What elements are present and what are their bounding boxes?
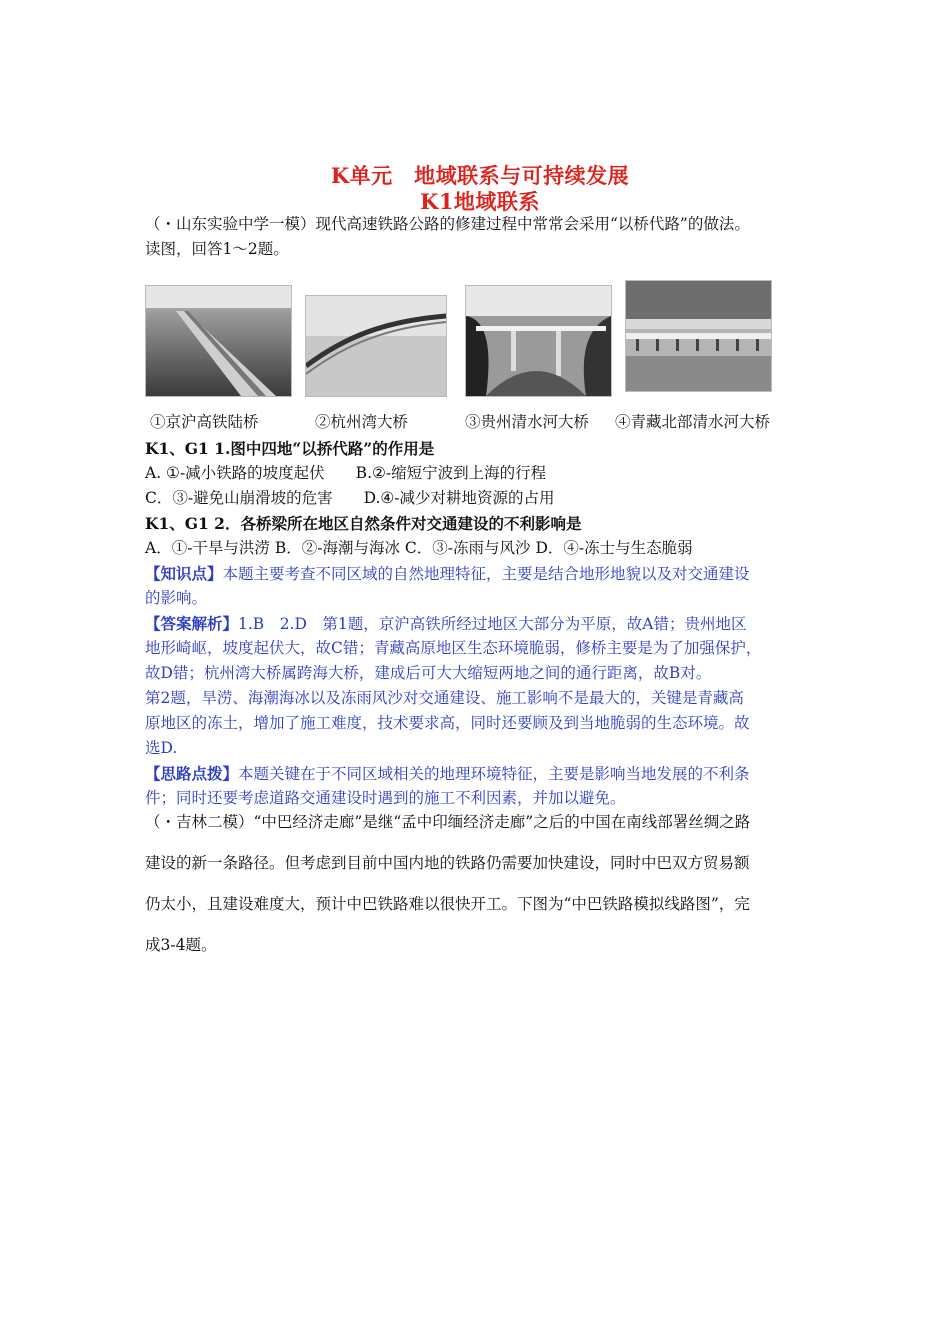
hint-tag: 【思路点拨】 xyxy=(145,764,239,783)
caption-1: ①京沪高铁陆桥 xyxy=(150,413,259,431)
section-title: K1地域联系 xyxy=(420,189,540,214)
hint-line2: 件；同时还要考虑道路交通建设时遇到的施工不利因素，并加以避免。 xyxy=(145,789,626,807)
q2-options: A．①-干旱与洪涝 B．②-海潮与海冰 C．③-冻雨与风沙 D．④-冻士与生态脆弱 xyxy=(145,539,693,557)
caption-2: ②杭州湾大桥 xyxy=(315,413,409,431)
analysis-line5: 原地区的冻土，增加了施工难度，技术要求高，同时还要顾及到当地脆弱的生态环境。故 xyxy=(145,714,750,732)
q1-options-cd: C．③-避免山崩滑坡的危害 D.④-减少对耕地资源的占用 xyxy=(145,489,555,507)
knowledge-tag: 【知识点】 xyxy=(145,564,223,583)
intro2-line2: 建设的新一条路径。但考虑到目前中国内地的铁路仍需要加快建设，同时中巴双方贸易额 xyxy=(145,854,750,872)
q2-stem: K1、G1 2．各桥梁所在地区自然条件对交通建设的不利影响是 xyxy=(145,514,582,533)
analysis-line4: 第2题，旱涝、海潮海冰以及冻雨风沙对交通建设、施工影响不是最大的，关键是青藏高 xyxy=(145,689,744,707)
unit-title: K单元 地域联系与可持续发展 xyxy=(330,163,630,188)
intro2-line4: 成3-4题。 xyxy=(145,936,217,954)
caption-3: ③贵州清水河大桥 xyxy=(465,413,590,431)
intro1-line2: 读图，回答1～2题。 xyxy=(145,240,289,258)
analysis-tag: 【答案解析】 xyxy=(145,614,239,633)
hint-line1 xyxy=(145,761,815,787)
analysis-line3: 故D错；杭州湾大桥属跨海大桥，建成后可大大缩短两地之间的通行距离，故B对。 xyxy=(145,664,712,682)
intro1-line1: （・山东实验中学一模）现代高速铁路公路的修建过程中常常会采用“以桥代路”的做法。 xyxy=(145,215,750,233)
intro2-line3: 仍太小，且建设难度大，预计中巴铁路难以很快开工。下图为“中巴铁路模拟线路图”，完 xyxy=(145,895,750,913)
knowledge-text: 本题主要考查不同区域的自然地理特征，主要是结合地形地貌以及对交通建设 xyxy=(222,565,750,583)
q1-options-ab: A. ①-减小铁路的坡度起伏 B.②-缩短宁波到上海的行程 xyxy=(145,464,547,482)
analysis-line2: 地形崎岖，坡度起伏大，故C错；青藏高原地区生态环境脆弱，修桥主要是为了加强保护， xyxy=(145,639,762,657)
intro2-line1: （・吉林二模）“中巴经济走廊”是继“孟中印缅经济走廊”之后的中国在南线部署丝绸之路 xyxy=(145,813,751,831)
photo-jinghu-bridge xyxy=(145,285,292,397)
knowledge-point xyxy=(145,561,815,587)
hint-text: 本题关键在于不同区域相关的地理环境特征，主要是影响当地发展的不利条 xyxy=(238,765,750,783)
analysis-text: 1.B 2.D 第1题，京沪高铁所经过地区大部分为平原，故A错；贵州地区 xyxy=(238,615,747,633)
caption-4: ④青藏北部清水河大桥 xyxy=(615,413,771,431)
photo-guizhou-qingshuihe-bridge xyxy=(465,285,612,397)
analysis-line6: 选D. xyxy=(145,739,178,757)
analysis-line1 xyxy=(145,611,815,637)
photo-qinghai-tibet-bridge xyxy=(625,280,772,392)
q1-stem: K1、G1 1.图中四地“以挢代路”的作用是 xyxy=(145,439,435,458)
photo-hangzhou-bay-bridge xyxy=(305,295,447,397)
knowledge-text-2: 的影响。 xyxy=(145,589,208,607)
